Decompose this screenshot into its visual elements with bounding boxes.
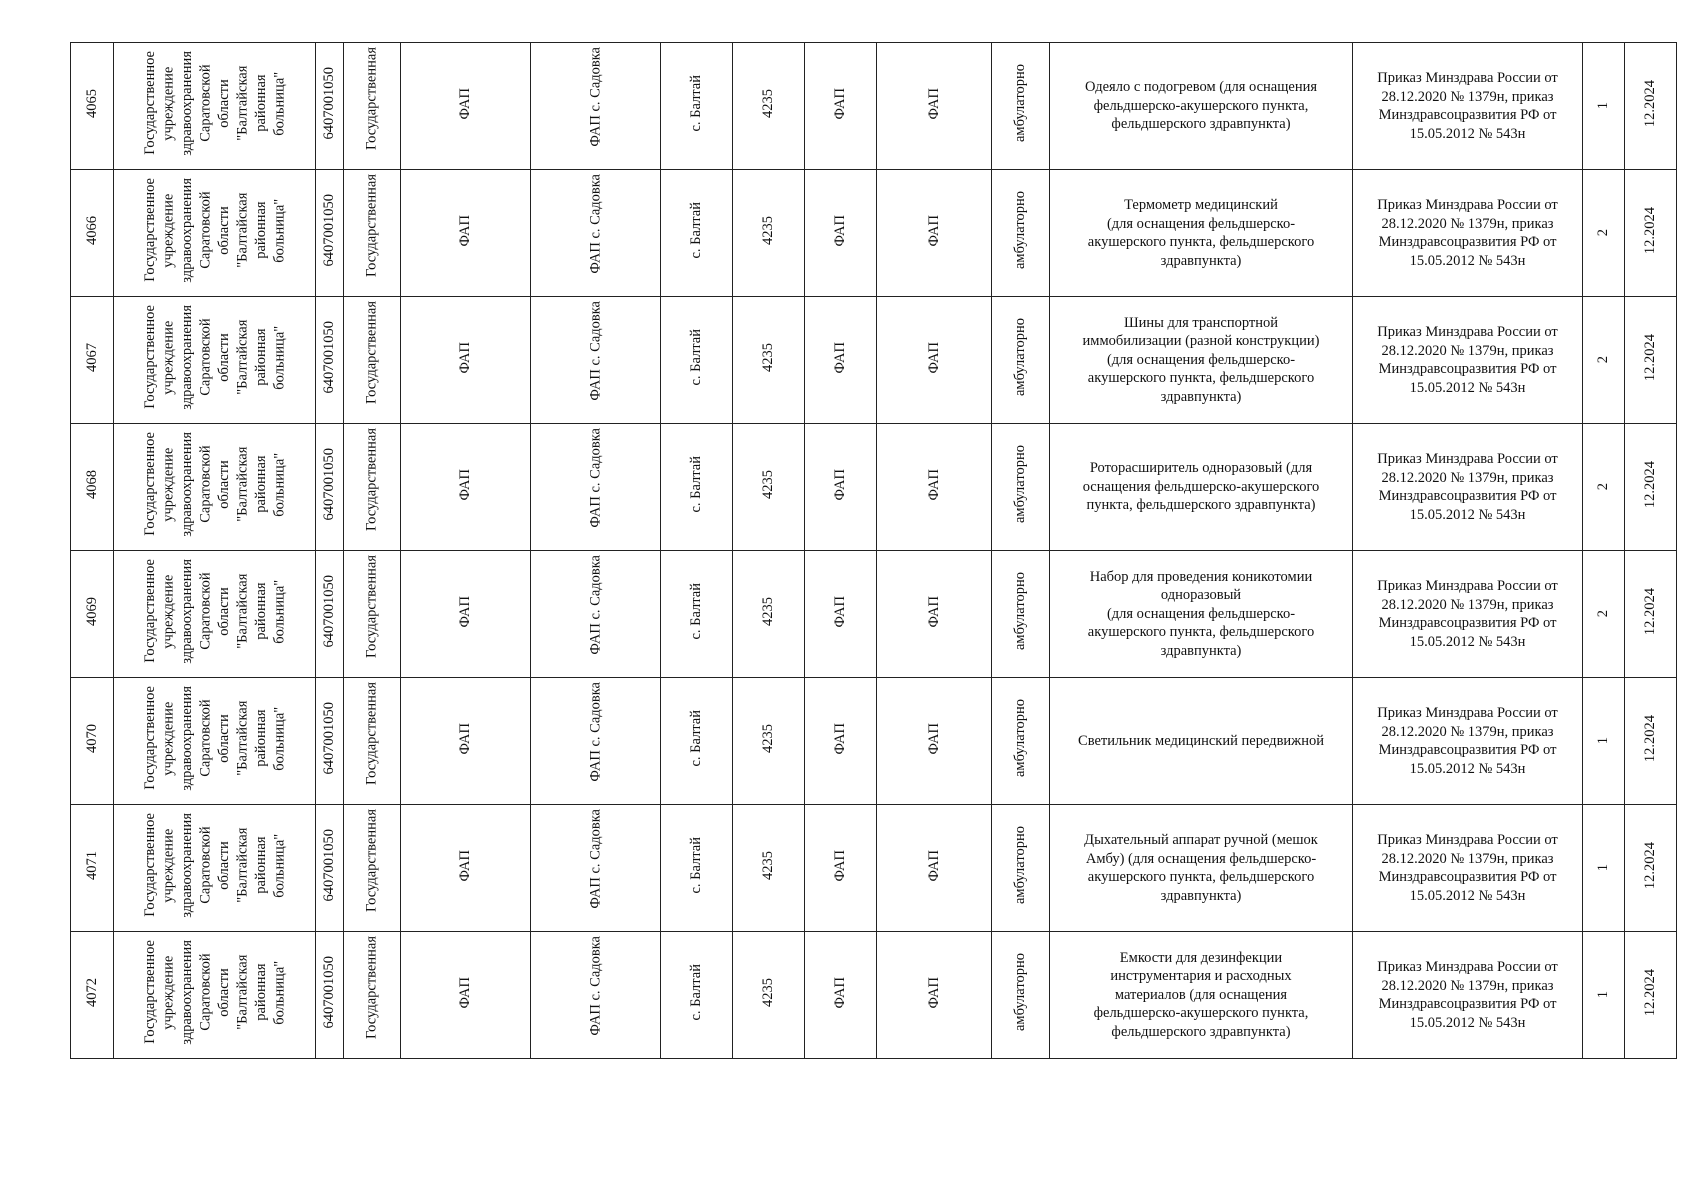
cell-text-num: 4067 — [83, 343, 100, 372]
cell-organization — [114, 43, 316, 170]
cell-text-inn: 6407001050 — [321, 702, 337, 775]
cell-text-code: 4235 — [760, 597, 776, 626]
table-row — [71, 424, 1677, 551]
table-row — [71, 170, 1677, 297]
cell-row-number — [71, 805, 114, 932]
cell-text-type: ФАП — [457, 87, 473, 120]
cell-text-inn: 6407001050 — [321, 194, 337, 267]
cell-text-unit: ФАП — [832, 341, 848, 374]
cell-text-order: Приказ Минздрава России от 28.12.2020 № 1379н, приказ Минздравсоцразвития РФ от 15.05.2012 № 543н — [1377, 197, 1558, 269]
cell-text-ownership: Государственная — [363, 301, 380, 404]
equipment-table — [70, 42, 1677, 1059]
cell-organization — [114, 297, 316, 424]
cell-text-type: ФАП — [457, 595, 473, 628]
cell-text-subunit: ФАП — [925, 341, 942, 374]
cell-subunit — [877, 551, 992, 678]
cell-facility-name — [531, 805, 661, 932]
cell-text-type: ФАП — [457, 976, 473, 1009]
cell-text-qty: 1 — [1595, 991, 1611, 999]
cell-text-qty: 2 — [1595, 483, 1611, 491]
cell-unit — [805, 170, 877, 297]
cell-row-number — [71, 424, 114, 551]
table-row — [71, 678, 1677, 805]
cell-text-num: 4069 — [83, 597, 100, 626]
cell-text-org: Государственное учреждение здравоохранения Саратовской области "Балтайская районная больница" — [141, 686, 287, 791]
cell-quantity — [1583, 43, 1625, 170]
cell-text-org: Государственное учреждение здравоохранения Саратовской области "Балтайская районная больница" — [141, 178, 287, 283]
cell-row-number — [71, 170, 114, 297]
cell-text-subunit: ФАП — [925, 849, 942, 882]
cell-equipment — [1050, 424, 1353, 551]
cell-unit — [805, 424, 877, 551]
cell-text-care: амбулаторно — [1012, 826, 1028, 905]
cell-subunit — [877, 932, 992, 1059]
cell-equipment — [1050, 43, 1353, 170]
cell-text-locality: с. Балтай — [688, 456, 704, 513]
cell-text-date: 12.2024 — [1642, 968, 1658, 1017]
cell-text-date: 12.2024 — [1642, 841, 1658, 890]
cell-ownership — [344, 932, 401, 1059]
cell-text-order: Приказ Минздрава России от 28.12.2020 № 1379н, приказ Минздравсоцразвития РФ от 15.05.2012 № 543н — [1377, 324, 1558, 396]
cell-text-code: 4235 — [760, 470, 776, 499]
cell-care-form — [992, 678, 1050, 805]
cell-text-subunit: ФАП — [925, 976, 942, 1009]
cell-text-ownership: Государственная — [363, 936, 380, 1039]
cell-inn — [316, 551, 344, 678]
table-body — [71, 43, 1677, 1059]
cell-facility-type — [401, 805, 531, 932]
cell-unit — [805, 805, 877, 932]
cell-text-equipment: Шины для транспортной иммобилизации (разной конструкции) (для оснащения фельдшерско- акушерского пункта, фельдшерского здравпункта) — [1082, 314, 1320, 405]
cell-inn — [316, 678, 344, 805]
cell-text-care: амбулаторно — [1012, 572, 1028, 651]
cell-order — [1353, 424, 1583, 551]
cell-text-equipment: Емкости для дезинфекции инструментария и расходных материалов (для оснащения фельдшерско-акушерского пункта, фельдшерского здравпункта) — [1093, 949, 1309, 1040]
cell-unit — [805, 678, 877, 805]
cell-text-type: ФАП — [457, 214, 473, 247]
table-row — [71, 551, 1677, 678]
cell-subunit — [877, 424, 992, 551]
cell-equipment — [1050, 551, 1353, 678]
cell-order — [1353, 297, 1583, 424]
cell-equipment — [1050, 170, 1353, 297]
cell-ownership — [344, 805, 401, 932]
cell-text-date: 12.2024 — [1642, 333, 1658, 382]
cell-text-org: Государственное учреждение здравоохранения Саратовской области "Балтайская районная больница" — [141, 813, 287, 918]
cell-text-subunit: ФАП — [925, 722, 942, 755]
cell-row-number — [71, 932, 114, 1059]
cell-text-date: 12.2024 — [1642, 79, 1658, 128]
cell-text-num: 4068 — [83, 470, 100, 499]
cell-date — [1625, 932, 1677, 1059]
cell-date — [1625, 805, 1677, 932]
cell-text-type: ФАП — [457, 468, 473, 501]
cell-code — [733, 678, 805, 805]
cell-unit — [805, 43, 877, 170]
cell-equipment — [1050, 932, 1353, 1059]
cell-text-date: 12.2024 — [1642, 206, 1658, 255]
cell-facility-type — [401, 678, 531, 805]
cell-organization — [114, 551, 316, 678]
cell-text-locality: с. Балтай — [688, 837, 704, 894]
cell-locality — [661, 170, 733, 297]
cell-text-unit: ФАП — [832, 595, 848, 628]
cell-text-subunit: ФАП — [925, 468, 942, 501]
cell-locality — [661, 805, 733, 932]
cell-subunit — [877, 170, 992, 297]
cell-facility-name — [531, 297, 661, 424]
cell-date — [1625, 424, 1677, 551]
cell-locality — [661, 551, 733, 678]
cell-inn — [316, 805, 344, 932]
cell-text-equipment: Роторасширитель одноразовый (для оснащения фельдшерско-акушерского пункта, фельдшерского здравпункта) — [1082, 460, 1320, 514]
cell-text-code: 4235 — [760, 343, 776, 372]
cell-facility-name — [531, 43, 661, 170]
cell-text-org: Государственное учреждение здравоохранения Саратовской области "Балтайская районная больница" — [141, 51, 287, 156]
cell-text-locality: с. Балтай — [688, 964, 704, 1021]
cell-text-order: Приказ Минздрава России от 28.12.2020 № 1379н, приказ Минздравсоцразвития РФ от 15.05.2012 № 543н — [1377, 705, 1558, 777]
cell-text-subunit: ФАП — [925, 87, 942, 120]
cell-text-qty: 2 — [1595, 356, 1611, 364]
cell-locality — [661, 43, 733, 170]
cell-text-qty: 2 — [1595, 229, 1611, 237]
cell-quantity — [1583, 805, 1625, 932]
cell-text-subunit: ФАП — [925, 595, 942, 628]
cell-code — [733, 805, 805, 932]
cell-ownership — [344, 43, 401, 170]
cell-text-num: 4072 — [83, 978, 100, 1007]
cell-text-unit: ФАП — [832, 87, 848, 120]
cell-organization — [114, 678, 316, 805]
cell-text-code: 4235 — [760, 851, 776, 880]
cell-text-inn: 6407001050 — [321, 321, 337, 394]
cell-text-ownership: Государственная — [363, 555, 380, 658]
cell-text-date: 12.2024 — [1642, 587, 1658, 636]
cell-order — [1353, 805, 1583, 932]
cell-date — [1625, 678, 1677, 805]
cell-care-form — [992, 297, 1050, 424]
cell-organization — [114, 170, 316, 297]
cell-text-facility: ФАП с. Садовка — [587, 301, 603, 401]
cell-subunit — [877, 43, 992, 170]
cell-ownership — [344, 551, 401, 678]
cell-text-order: Приказ Минздрава России от 28.12.2020 № 1379н, приказ Минздравсоцразвития РФ от 15.05.2012 № 543н — [1377, 451, 1558, 523]
cell-text-facility: ФАП с. Садовка — [587, 809, 603, 909]
cell-inn — [316, 43, 344, 170]
cell-text-code: 4235 — [760, 89, 776, 118]
cell-text-care: амбулаторно — [1012, 445, 1028, 524]
cell-text-subunit: ФАП — [925, 214, 942, 247]
cell-quantity — [1583, 551, 1625, 678]
cell-text-org: Государственное учреждение здравоохранения Саратовской области "Балтайская районная больница" — [141, 559, 287, 664]
cell-order — [1353, 170, 1583, 297]
cell-text-num: 4066 — [83, 216, 100, 245]
cell-text-type: ФАП — [457, 722, 473, 755]
cell-text-code: 4235 — [760, 216, 776, 245]
cell-text-ownership: Государственная — [363, 682, 380, 785]
cell-text-inn: 6407001050 — [321, 448, 337, 521]
cell-text-ownership: Государственная — [363, 47, 380, 150]
cell-unit — [805, 932, 877, 1059]
cell-facility-name — [531, 424, 661, 551]
cell-code — [733, 43, 805, 170]
cell-text-date: 12.2024 — [1642, 460, 1658, 509]
cell-equipment — [1050, 805, 1353, 932]
cell-text-type: ФАП — [457, 341, 473, 374]
cell-text-care: амбулаторно — [1012, 953, 1028, 1032]
cell-quantity — [1583, 170, 1625, 297]
cell-order — [1353, 932, 1583, 1059]
cell-text-org: Государственное учреждение здравоохранения Саратовской области "Балтайская районная больница" — [141, 432, 287, 537]
cell-inn — [316, 170, 344, 297]
cell-text-locality: с. Балтай — [688, 583, 704, 640]
cell-text-equipment: Дыхательный аппарат ручной (мешок Амбу) (для оснащения фельдшерско- акушерского пункта, фельдшерского здравпункта) — [1084, 832, 1318, 904]
cell-text-qty: 2 — [1595, 610, 1611, 618]
cell-text-qty: 1 — [1595, 737, 1611, 745]
cell-facility-name — [531, 170, 661, 297]
cell-text-code: 4235 — [760, 978, 776, 1007]
cell-text-locality: с. Балтай — [688, 329, 704, 386]
cell-text-facility: ФАП с. Садовка — [587, 174, 603, 274]
cell-quantity — [1583, 932, 1625, 1059]
cell-text-ownership: Государственная — [363, 174, 380, 277]
cell-row-number — [71, 678, 114, 805]
cell-locality — [661, 932, 733, 1059]
table-row — [71, 297, 1677, 424]
cell-locality — [661, 297, 733, 424]
cell-text-equipment: Термометр медицинский (для оснащения фельдшерско- акушерского пункта, фельдшерского здравпункта) — [1087, 197, 1315, 269]
cell-care-form — [992, 43, 1050, 170]
cell-organization — [114, 805, 316, 932]
cell-subunit — [877, 678, 992, 805]
cell-text-unit: ФАП — [832, 468, 848, 501]
cell-ownership — [344, 170, 401, 297]
cell-locality — [661, 424, 733, 551]
cell-text-equipment: Светильник медицинский передвижной — [1078, 732, 1324, 749]
cell-facility-type — [401, 424, 531, 551]
cell-quantity — [1583, 678, 1625, 805]
cell-text-locality: с. Балтай — [688, 75, 704, 132]
cell-text-order: Приказ Минздрава России от 28.12.2020 № 1379н, приказ Минздравсоцразвития РФ от 15.05.2012 № 543н — [1377, 959, 1558, 1031]
cell-text-num: 4071 — [83, 851, 100, 880]
cell-text-equipment: Одеяло с подогревом (для оснащения фельдшерско-акушерского пункта, фельдшерского здравпункта) — [1084, 79, 1318, 133]
cell-ownership — [344, 678, 401, 805]
cell-facility-type — [401, 551, 531, 678]
cell-subunit — [877, 805, 992, 932]
cell-facility-name — [531, 932, 661, 1059]
cell-date — [1625, 551, 1677, 678]
cell-inn — [316, 424, 344, 551]
cell-care-form — [992, 932, 1050, 1059]
cell-text-order: Приказ Минздрава России от 28.12.2020 № 1379н, приказ Минздравсоцразвития РФ от 15.05.2012 № 543н — [1377, 832, 1558, 904]
cell-text-qty: 1 — [1595, 102, 1611, 110]
cell-code — [733, 551, 805, 678]
cell-text-num: 4065 — [83, 89, 100, 118]
cell-date — [1625, 297, 1677, 424]
cell-care-form — [992, 551, 1050, 678]
cell-facility-name — [531, 551, 661, 678]
cell-inn — [316, 297, 344, 424]
cell-care-form — [992, 170, 1050, 297]
cell-date — [1625, 170, 1677, 297]
table-row — [71, 932, 1677, 1059]
cell-order — [1353, 678, 1583, 805]
cell-text-locality: с. Балтай — [688, 710, 704, 767]
cell-date — [1625, 43, 1677, 170]
cell-organization — [114, 424, 316, 551]
cell-text-care: амбулаторно — [1012, 699, 1028, 778]
cell-text-facility: ФАП с. Садовка — [587, 555, 603, 655]
cell-quantity — [1583, 424, 1625, 551]
cell-text-unit: ФАП — [832, 976, 848, 1009]
cell-text-inn: 6407001050 — [321, 67, 337, 140]
cell-ownership — [344, 424, 401, 551]
cell-text-facility: ФАП с. Садовка — [587, 936, 603, 1036]
cell-facility-type — [401, 170, 531, 297]
cell-text-facility: ФАП с. Садовка — [587, 428, 603, 528]
cell-text-inn: 6407001050 — [321, 575, 337, 648]
cell-code — [733, 297, 805, 424]
cell-text-ownership: Государственная — [363, 809, 380, 912]
cell-facility-type — [401, 932, 531, 1059]
cell-order — [1353, 43, 1583, 170]
cell-text-ownership: Государственная — [363, 428, 380, 531]
cell-facility-type — [401, 43, 531, 170]
cell-code — [733, 170, 805, 297]
cell-facility-name — [531, 678, 661, 805]
table-row — [71, 43, 1677, 170]
cell-care-form — [992, 424, 1050, 551]
cell-unit — [805, 551, 877, 678]
cell-text-unit: ФАП — [832, 722, 848, 755]
cell-text-inn: 6407001050 — [321, 829, 337, 902]
cell-text-order: Приказ Минздрава России от 28.12.2020 № 1379н, приказ Минздравсоцразвития РФ от 15.05.2012 № 543н — [1377, 578, 1558, 650]
cell-text-order: Приказ Минздрава России от 28.12.2020 № 1379н, приказ Минздравсоцразвития РФ от 15.05.2012 № 543н — [1377, 70, 1558, 142]
cell-locality — [661, 678, 733, 805]
cell-text-org: Государственное учреждение здравоохранения Саратовской области "Балтайская районная больница" — [141, 940, 287, 1045]
cell-equipment — [1050, 297, 1353, 424]
cell-text-locality: с. Балтай — [688, 202, 704, 259]
cell-row-number — [71, 551, 114, 678]
cell-row-number — [71, 43, 114, 170]
cell-ownership — [344, 297, 401, 424]
cell-text-inn: 6407001050 — [321, 956, 337, 1029]
cell-subunit — [877, 297, 992, 424]
cell-text-care: амбулаторно — [1012, 318, 1028, 397]
cell-text-unit: ФАП — [832, 214, 848, 247]
cell-facility-type — [401, 297, 531, 424]
cell-text-date: 12.2024 — [1642, 714, 1658, 763]
cell-text-equipment: Набор для проведения коникотомии одноразовый (для оснащения фельдшерско- акушерского пункта, фельдшерского здравпункта) — [1087, 568, 1315, 659]
cell-care-form — [992, 805, 1050, 932]
cell-text-care: амбулаторно — [1012, 64, 1028, 143]
cell-text-care: амбулаторно — [1012, 191, 1028, 270]
cell-text-unit: ФАП — [832, 849, 848, 882]
cell-unit — [805, 297, 877, 424]
cell-code — [733, 932, 805, 1059]
cell-inn — [316, 932, 344, 1059]
cell-text-num: 4070 — [83, 724, 100, 753]
table-row — [71, 805, 1677, 932]
cell-order — [1353, 551, 1583, 678]
cell-quantity — [1583, 297, 1625, 424]
cell-organization — [114, 932, 316, 1059]
cell-text-code: 4235 — [760, 724, 776, 753]
cell-text-facility: ФАП с. Садовка — [587, 47, 603, 147]
cell-code — [733, 424, 805, 551]
cell-row-number — [71, 297, 114, 424]
cell-text-qty: 1 — [1595, 864, 1611, 872]
cell-text-type: ФАП — [457, 849, 473, 882]
cell-text-org: Государственное учреждение здравоохранения Саратовской области "Балтайская районная больница" — [141, 305, 287, 410]
cell-equipment — [1050, 678, 1353, 805]
cell-text-facility: ФАП с. Садовка — [587, 682, 603, 782]
